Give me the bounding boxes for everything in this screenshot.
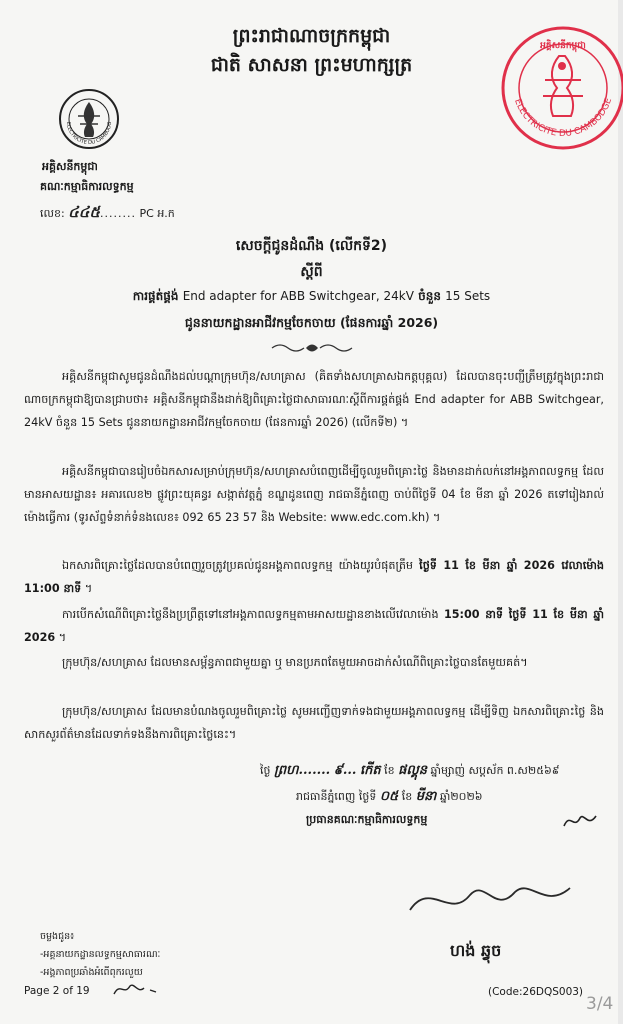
place-label: រាជធានីភ្នំពេញ ថ្ងៃទី <box>296 790 377 803</box>
notice-recipient: ជូននាយកដ្ឋានអាជីវកម្មចែកចាយ (ផែនការឆ្នាំ 2026) <box>184 315 439 330</box>
svg-text:ELECTRICITE DU CAMBODGE: ELECTRICITE DU CAMBODGE <box>512 96 615 140</box>
lunar-hand-4: ផល្គុន <box>398 763 427 778</box>
signer-title <box>306 813 427 829</box>
paragraph-1: អគ្គិសនីកម្ពុជាសូមជូនដំណឹងដល់បណ្តាក្រុមហ៊ុន/សហគ្រាស (គិតទាំងសហគ្រាសឯកត្តបុគ្គល) ដែលបានចុះបញ្ជីត្រឹមត្រូវក្នុងព្រះរាជាណាចក្រកម្ពុជាឱ្យបានជ្រាបថា៖ អគ្គិសនីកម្ពុជានឹងដាក់ឱ្យពិគ្រោះថ្លៃជាសាធារណៈស្តីពីការផ្គត់ផ្គង់ End adapter for ABB Switchgear, 24kV ចំនួន 15 Sets ជូននាយកដ្ឋានអាជីវកម្មចែកចាយ (ផែនការឆ្នាំ 2026) (លើកទី២) ។ <box>24 370 604 429</box>
footer-initials-icon <box>112 980 162 998</box>
kingdom-heading: ព្រះរាជាណាចក្រកម្ពុជា <box>232 25 391 47</box>
paragraph-2: អគ្គិសនីកម្ពុជាបានរៀបចំឯកសារសម្រាប់ក្រុមហ៊ុន/សហគ្រាសបំពេញដើម្បីចូលរួមពិគ្រោះថ្លៃ និងមានដាក់លក់នៅអង្គភាពលទ្ធកម្ម ដែលមានអាសយដ្ឋាន៖ អគារលេខ២ ផ្លូវព្រះយុគន្ធរ សង្កាត់វត្តភ្នំ ខណ្ឌដូនពេញ រាជធានីភ្នំពេញ ចាប់ពីថ្ងៃទី 04 ខែ មីនា ឆ្នាំ 2026 តទៅរៀងរាល់ម៉ោងធ្វើការ (ទូរស័ព្ទទំនាក់ទំនងលេខ៖ 092 65 23 57 និង Website: www.edc.com.kh) ។ <box>24 465 604 524</box>
svg-text:ELECTRICITE DU CAMBODGE: ELECTRICITE DU CAMBODG <box>64 121 114 147</box>
subject-qty-label: ចំនួន <box>418 289 441 303</box>
signature-icon <box>400 870 580 930</box>
p4-opening-time: 15:00 នាទី ថ្ងៃទី 11 ខែ មីនា ឆ្នាំ 2026 <box>24 608 604 644</box>
signer-name: ហង់ ឆ្វុច <box>450 941 502 960</box>
p3-deadline: ថ្ងៃទី 11 ខែ មីនា ឆ្នាំ 2026 វេលាម៉ោង 11:00 នាទី <box>24 559 605 595</box>
paragraph-5: ក្រុមហ៊ុន/សហគ្រាស ដែលមានសម្ព័ន្ធភាពជាមួយគ្នា ឬ មានប្រភពតែមួយអាចដាក់សំណើពិគ្រោះថ្លៃបានតែមួយគត់។ <box>62 656 528 669</box>
lunar-month-label: ខែ <box>384 764 395 777</box>
lunar-hand-2: ៩... <box>333 763 357 778</box>
year-label: ឆ្នាំ២០២៦ <box>439 790 483 803</box>
paragraph-6: ក្រុមហ៊ុន/សហគ្រាស ដែលមានបំណងចូលរួមពិគ្រោះថ្លៃ សូមអញ្ជើញទាក់ទងជាមួយអង្គភាពលទ្ធកម្ម ដើម្បីទិញ ឯកសារពិគ្រោះថ្លៃ និងសាកសួរព័ត៌មានដែលទាក់ទងនឹងការពិគ្រោះថ្លៃនេះ។ <box>24 705 604 741</box>
notice-subject-label: ស្តីពី <box>300 264 323 280</box>
svg-text:អគ្គិសនីកម្ពុជា: អគ្គិសនីកម្ពុជា <box>540 41 586 51</box>
subject-prefix: ការផ្គត់ផ្គង់ <box>132 289 179 303</box>
notice-title: សេចក្តីជូនដំណឹង (លើកទី2) <box>235 238 388 254</box>
cc-line-1: -អគ្គនាយកដ្ឋានលទ្ធកម្មសាធារណៈ <box>40 949 161 960</box>
initials-mark-icon <box>560 810 600 832</box>
p4-text: ការបើកសំណើពិគ្រោះថ្លៃនឹងប្រព្រឹត្តទៅនៅអង្គភាពលទ្ធកម្មតាមអាសយដ្ឋានខាងលើវេលាម៉ោង <box>62 608 439 621</box>
lunar-date <box>260 762 560 781</box>
p3-text: ឯកសារពិគ្រោះថ្លៃដែលបានបំពេញរួចត្រូវប្រគល់ជូនអង្គភាពលទ្ធកម្ម យ៉ាងយូរបំផុតត្រឹម <box>62 559 414 572</box>
ref-dots: ........ <box>100 207 137 220</box>
lunar-hand-3: កើត <box>359 763 381 778</box>
motto-heading: ជាតិ សាសនា ព្រះមហាក្សត្រ <box>210 54 413 76</box>
document-code: (Code:26DQS003) <box>488 986 584 998</box>
paragraph-3 <box>24 554 604 600</box>
org-name: អគ្គិសនីកម្ពុជា <box>42 160 98 173</box>
lunar-hand-1: ព្រហ....... <box>273 763 331 778</box>
lunar-day-label: ថ្ងៃ <box>260 764 271 777</box>
notice-subject <box>0 288 623 306</box>
p4-end: ។ <box>58 631 67 644</box>
left-seal-ring-text <box>58 88 120 150</box>
subject-item: End adapter for ABB Switchgear, 24kV <box>182 289 414 303</box>
page-number <box>24 985 90 997</box>
red-official-seal-icon <box>493 18 623 158</box>
ref-number-handwritten: ៤៤៥ <box>68 203 101 221</box>
month-handwritten: មីនា <box>415 789 437 804</box>
signer-title-text: ប្រធានគណៈកម្មាធិការលទ្ធកម្ម <box>306 813 428 826</box>
reference-number <box>40 203 175 225</box>
page-number-text: Page 2 of 19 <box>24 985 90 997</box>
org-committee: គណៈកម្មាធិការលទ្ធកម្ម <box>40 180 134 193</box>
day-handwritten: ០៥ <box>379 789 399 804</box>
cc-title: ចម្លងជូន៖ <box>40 931 75 942</box>
p3-end: ។ <box>84 582 93 595</box>
lunar-year: ឆ្នាំម្សាញ់ សប្តស័ក ព.ស២៥៦៩ <box>430 764 560 777</box>
ref-label: លេខ: <box>40 207 65 220</box>
month-label: ខែ <box>401 790 413 803</box>
cc-line-2: -អង្គភាពប្រឆាំងអំពើពុករលួយ <box>40 967 143 978</box>
subject-qty: 15 Sets <box>445 289 491 303</box>
paragraph-4 <box>24 603 604 649</box>
ref-suffix: PC អ.ក <box>139 207 175 220</box>
viewer-page-indicator: 3/4 <box>586 994 614 1014</box>
solar-date <box>296 788 483 807</box>
ornament-divider-icon <box>270 341 354 355</box>
